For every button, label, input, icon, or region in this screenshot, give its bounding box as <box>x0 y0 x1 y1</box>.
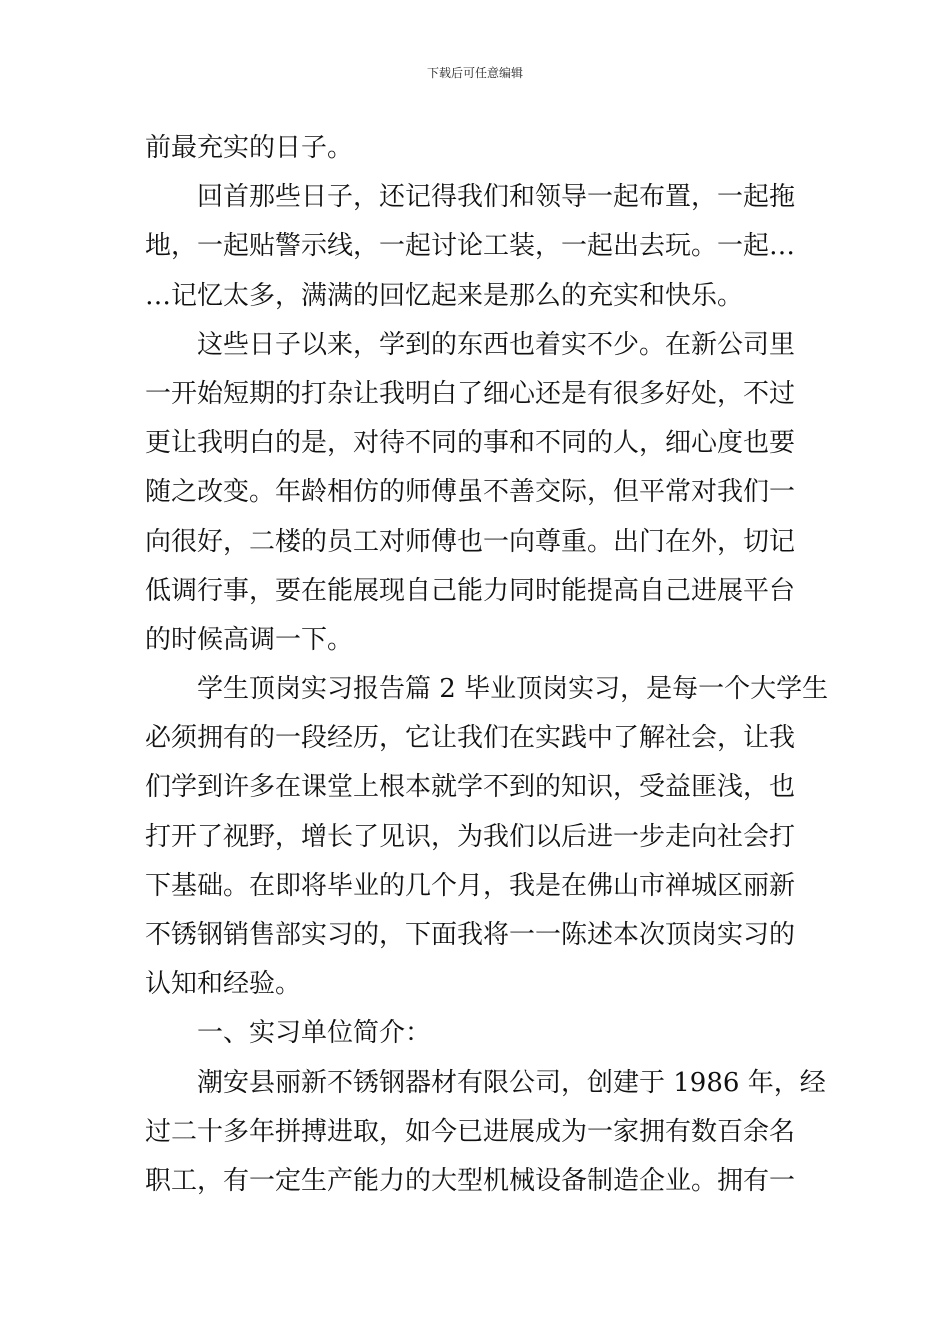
text-line: 必须拥有的一段经历，它让我们在实践中了解社会，让我 <box>145 723 796 754</box>
section-heading: 一、实习单位简介： <box>197 1018 432 1049</box>
text-line: 职工，有一定生产能力的大型机械设备制造企业。拥有一 <box>145 1165 796 1196</box>
text-line: …记忆太多，满满的回忆起来是那么的充实和快乐。 <box>145 280 744 311</box>
paragraph-start-line: 潮安县丽新不锈钢器材有限公司，创建于 1986 年，经 <box>197 1067 826 1098</box>
text-line: 认知和经验。 <box>145 969 302 1000</box>
text-line: 一开始短期的打杂让我明白了细心还是有很多好处，不过 <box>145 378 796 409</box>
paragraph-start-line: 这些日子以来，学到的东西也着实不少。在新公司里 <box>197 329 796 360</box>
text-line: 随之改变。年龄相仿的师傅虽不善交际，但平常对我们一 <box>145 477 796 508</box>
text-line: 们学到许多在课堂上根本就学不到的知识，受益匪浅，也 <box>145 772 796 803</box>
paragraph-start-line: 学生顶岗实习报告篇 2 毕业顶岗实习，是每一个大学生 <box>197 674 829 705</box>
text-line: 打开了视野，增长了见识，为我们以后进一步走向社会打 <box>145 821 796 852</box>
text-line: 向很好，二楼的员工对师傅也一向尊重。出门在外，切记 <box>145 526 796 557</box>
text-line: 不锈钢销售部实习的，下面我将一一陈述本次顶岗实习的 <box>145 920 796 950</box>
text-line: 更让我明白的是，对待不同的事和不同的人，细心度也要 <box>145 428 796 459</box>
text-line: 下基础。在即将毕业的几个月，我是在佛山市禅城区丽新 <box>145 870 796 901</box>
page-header: 下载后可任意编辑 <box>426 66 523 80</box>
text-line: 低调行事，要在能展现自己能力同时能提高自己进展平台 <box>145 575 796 606</box>
text-line: 的时候高调一下。 <box>145 624 354 655</box>
text-line: 过二十多年拼搏进取，如今已进展成为一家拥有数百余名 <box>145 1116 796 1147</box>
paragraph-start-line: 回首那些日子，还记得我们和领导一起布置，一起拖 <box>197 182 796 213</box>
text-line: 前最充实的日子。 <box>145 133 354 163</box>
document-body <box>145 124 829 1206</box>
text-line: 地，一起贴警示线，一起讨论工装，一起出去玩。一起… <box>145 231 796 262</box>
